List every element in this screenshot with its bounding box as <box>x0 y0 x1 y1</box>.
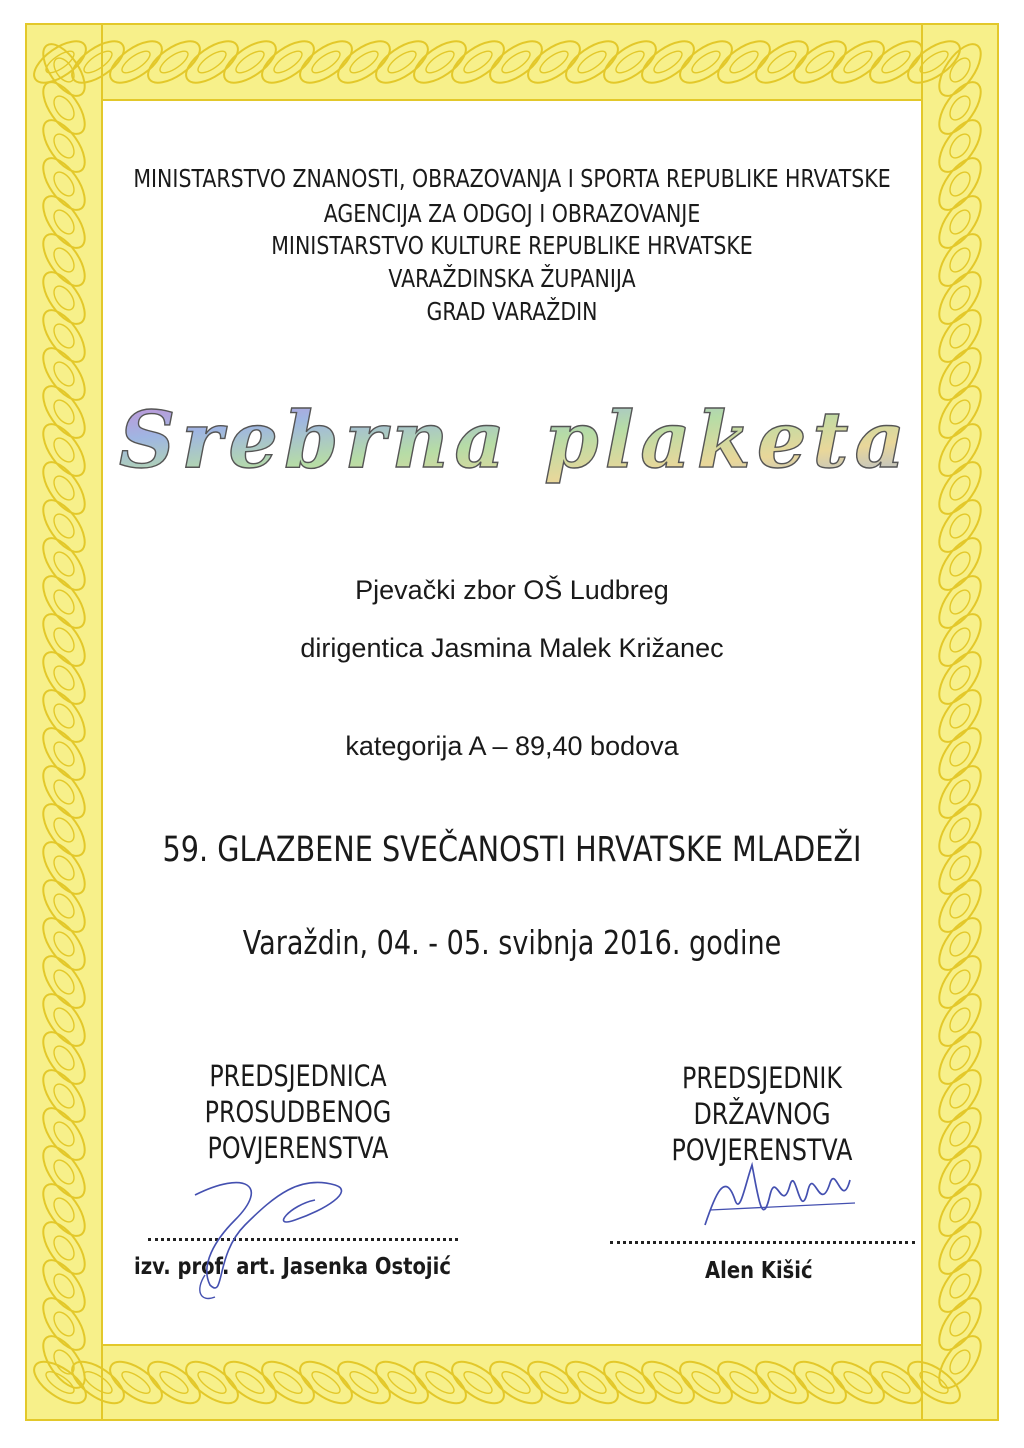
event-place-date: Varaždin, 04. - 05. svibnja 2016. godine <box>242 923 782 962</box>
signatory-right-role <box>582 1060 942 1168</box>
issuer-education-agency: AGENCIJA ZA ODGOJ I OBRAZOVANJE <box>323 199 701 228</box>
award-title-text: Srebrna plaketa <box>118 395 912 486</box>
role-line: PREDSJEDNIK <box>681 1061 843 1095</box>
issuer-ministry-science: MINISTARSTVO ZNANOSTI, OBRAZOVANJA I SPORTA REPUBLIKE HRVATSKE <box>133 164 891 193</box>
recipient-name: Pjevački zbor OŠ Ludbreg <box>355 575 669 605</box>
role-line: POVJERENSTVA <box>671 1133 853 1167</box>
event-name: 59. GLAZBENE SVEČANOSTI HRVATSKE MLADEŽI <box>162 830 862 870</box>
conductor-name: dirigentica Jasmina Malek Križanec <box>300 633 724 663</box>
award-title <box>118 375 912 505</box>
issuer-ministry-culture: MINISTARSTVO KULTURE REPUBLIKE HRVATSKE <box>271 231 753 260</box>
signature-left <box>175 1165 375 1305</box>
role-line: PREDSJEDNICA <box>209 1059 387 1093</box>
issuer-city: GRAD VARAŽDIN <box>426 297 598 326</box>
issuer-county: VARAŽDINSKA ŽUPANIJA <box>388 264 636 293</box>
category-score: kategorija A – 89,40 bodova <box>345 731 679 761</box>
signatory-left-name: izv. prof. art. Jasenka Ostojić <box>134 1254 451 1280</box>
signatory-right-name: Alen Kišić <box>705 1258 813 1284</box>
role-line: POVJERENSTVA <box>207 1131 389 1165</box>
signatory-left-role <box>118 1058 478 1166</box>
role-line: DRŽAVNOG <box>693 1097 831 1131</box>
signature-right <box>690 1155 880 1245</box>
role-line: PROSUDBENOG <box>204 1095 392 1129</box>
